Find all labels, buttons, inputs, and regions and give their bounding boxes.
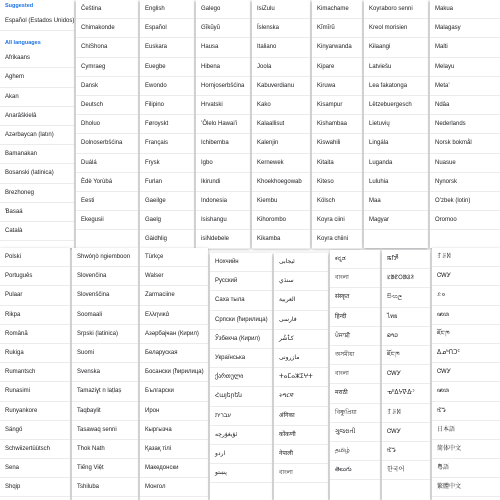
language-option[interactable]: Sängö	[0, 421, 70, 440]
language-option[interactable]: Lietuvių	[364, 115, 428, 134]
language-option[interactable]: کٲشُر	[274, 330, 328, 349]
language-option[interactable]: Саха тыла	[210, 291, 272, 310]
language-option[interactable]: ᏣᎳᎩ	[382, 423, 430, 442]
language-option[interactable]: Ndâa	[430, 96, 500, 115]
language-option[interactable]: Rukiga	[0, 344, 70, 363]
language-option[interactable]: Kiembu	[252, 192, 310, 211]
language-option[interactable]: ئۇيغۇرچە	[210, 426, 272, 445]
language-option[interactable]: Nynorsk	[430, 173, 500, 192]
language-option[interactable]: Koyraboro senni	[364, 0, 428, 19]
language-option[interactable]: Malagasy	[430, 19, 500, 38]
language-option[interactable]: ᐃᓄᒃᑎᑐᑦ	[432, 344, 500, 363]
language-option[interactable]: Slovenčina	[72, 267, 138, 286]
language-option[interactable]: বাংলা	[330, 269, 380, 288]
language-option[interactable]: अंगिका	[274, 407, 328, 426]
language-option[interactable]: Kitaita	[312, 154, 362, 173]
language-option[interactable]: Lëtzebuergesch	[364, 96, 428, 115]
language-column-8	[430, 0, 500, 248]
language-option[interactable]: Tiếng Việt	[72, 459, 138, 478]
language-option[interactable]: Gĩkũyũ	[196, 19, 250, 38]
language-option[interactable]: Kako	[252, 96, 310, 115]
language-option[interactable]: தமிழ்	[330, 442, 380, 461]
language-option[interactable]: IsiZulu	[252, 0, 310, 19]
language-option[interactable]: Akan	[0, 88, 74, 107]
language-option[interactable]: Kĩmĩrũ	[312, 19, 362, 38]
language-option[interactable]: Pulaar	[0, 286, 70, 305]
language-option[interactable]: Bosanski (latinica)	[0, 164, 74, 183]
language-option[interactable]: 粵語	[432, 459, 500, 478]
language-option[interactable]: ཇོང་ཁ	[432, 325, 500, 344]
language-option[interactable]: Duálá	[76, 154, 138, 173]
language-option[interactable]: Dholuo	[76, 115, 138, 134]
language-option[interactable]: Kabuverdianu	[252, 77, 310, 96]
language-option[interactable]: Maa	[364, 192, 428, 211]
language-option[interactable]: Frysk	[140, 154, 194, 173]
language-option[interactable]: कोंकणी	[274, 426, 328, 445]
language-option[interactable]: Kihorombo	[252, 211, 310, 230]
language-option[interactable]: Schwiizertüütsch	[0, 440, 70, 459]
language-option[interactable]: ไทย	[382, 308, 430, 327]
language-option[interactable]: Magyar	[364, 211, 428, 230]
language-option[interactable]: Српски (ћирилица)	[210, 311, 272, 330]
language-option[interactable]: Кыргызча	[140, 421, 208, 440]
language-option[interactable]: Luganda	[364, 154, 428, 173]
language-option[interactable]: ꦗꦮ	[432, 306, 500, 325]
language-option[interactable]: Ɓasaá	[0, 203, 74, 222]
language-option[interactable]: Ирон	[140, 402, 208, 421]
language-option[interactable]: नेपाली	[274, 445, 328, 464]
language-option[interactable]: 日本語	[432, 421, 500, 440]
language-option[interactable]: Kernewek	[252, 154, 310, 173]
language-option[interactable]: 简体中文	[432, 440, 500, 459]
language-option[interactable]: Aghem	[0, 68, 74, 87]
language-option[interactable]: Ελληνικά	[140, 306, 208, 325]
language-option[interactable]: Català	[0, 222, 74, 241]
language-option[interactable]: isiNdebele	[196, 230, 250, 249]
language-option[interactable]: Igbo	[196, 154, 250, 173]
language-option[interactable]: Русский	[210, 272, 272, 291]
language-option[interactable]: Kalaallisut	[252, 115, 310, 134]
language-column-14	[330, 250, 380, 500]
language-option[interactable]: Монгол	[140, 478, 208, 497]
language-option[interactable]: Azərbaycan (latın)	[0, 126, 74, 145]
language-option[interactable]: Қазақ тілі	[140, 440, 208, 459]
language-option[interactable]: Ewondo	[140, 77, 194, 96]
language-option[interactable]: Khoekhoegowab	[252, 173, 310, 192]
language-option[interactable]: Indonesia	[196, 192, 250, 211]
suggested-header: Suggested	[5, 3, 34, 9]
language-option[interactable]: Shqip	[0, 478, 70, 497]
language-option[interactable]: Koyra ciini	[312, 211, 362, 230]
language-option[interactable]: Melayu	[430, 58, 500, 77]
language-option[interactable]: Polski	[0, 248, 70, 267]
language-option[interactable]: Kipare	[312, 58, 362, 77]
language-option[interactable]: Українська	[210, 349, 272, 368]
language-option[interactable]: Soomaali	[72, 306, 138, 325]
language-option[interactable]: Latviešu	[364, 58, 428, 77]
language-option[interactable]: Hibena	[196, 58, 250, 77]
language-option[interactable]: Galego	[196, 0, 250, 19]
language-option[interactable]: ʻŌlelo Hawaiʻi	[196, 115, 250, 134]
language-option[interactable]: ᏣᎳᎩ	[382, 365, 430, 384]
language-option[interactable]: Ekegusii	[76, 211, 138, 230]
language-option[interactable]: Furlan	[140, 173, 194, 192]
language-option[interactable]: עברית	[210, 407, 272, 426]
language-option[interactable]: Eʋegbe	[140, 58, 194, 77]
language-option[interactable]: ⵜⴰⵎⴰⵣⵉⵖⵜ	[274, 368, 328, 387]
language-option[interactable]: ગુજરાતી	[330, 423, 380, 442]
language-option[interactable]: ChiShona	[76, 38, 138, 57]
language-option[interactable]: Tasawaq senni	[72, 421, 138, 440]
language-option[interactable]: Oʻzbek (lotin)	[430, 192, 500, 211]
language-option[interactable]: Walser	[140, 267, 208, 286]
language-option[interactable]: Íslenska	[252, 19, 310, 38]
language-option[interactable]: Joola	[252, 58, 310, 77]
language-option[interactable]: Ўзбекча (Кирил)	[210, 330, 272, 349]
language-option[interactable]: Kinyarwanda	[312, 38, 362, 57]
language-option[interactable]: Español (Estados Unidos)	[0, 12, 74, 31]
all-languages-header: All languages	[5, 40, 41, 47]
language-option[interactable]: Gaelg	[140, 211, 194, 230]
language-column-9	[0, 248, 70, 500]
language-option[interactable]: Deutsch	[76, 96, 138, 115]
language-option[interactable]: Հայերեն	[210, 387, 272, 406]
language-option[interactable]: Svenska	[72, 363, 138, 382]
language-option[interactable]: Kölsch	[312, 192, 362, 211]
language-option[interactable]: ᨅᨔ	[432, 286, 500, 305]
language-option[interactable]: Български	[140, 382, 208, 401]
language-option[interactable]: Isishangu	[196, 211, 250, 230]
language-option[interactable]: Taqbaylit	[72, 402, 138, 421]
language-option[interactable]: Hornjoserbšćina	[196, 77, 250, 96]
language-option[interactable]: ትግርኛ	[274, 387, 328, 406]
language-option[interactable]: Kiswahili	[312, 134, 362, 153]
language-option[interactable]: Português	[0, 267, 70, 286]
language-option[interactable]: Srpski (latinica)	[72, 325, 138, 344]
language-option[interactable]: ქართული	[210, 368, 272, 387]
language-option[interactable]: مازرونی	[274, 349, 328, 368]
language-option[interactable]: Afrikaans	[0, 49, 74, 68]
language-option[interactable]: ಕನ್ನಡ	[330, 250, 380, 269]
language-option[interactable]: Slovenščina	[72, 286, 138, 305]
language-column-3	[140, 0, 194, 248]
language-option[interactable]: Čeština	[76, 0, 138, 19]
language-option[interactable]: हिन्दी	[330, 308, 380, 327]
language-option[interactable]: Oromoo	[430, 211, 500, 230]
language-option[interactable]: ᓀᐦᐃᔭᐍᐏᐣ	[382, 384, 430, 403]
language-option[interactable]: Malti	[430, 38, 500, 57]
language-option[interactable]: Kreol morisien	[364, 19, 428, 38]
language-option[interactable]: اردو	[210, 445, 272, 464]
language-option[interactable]: Runasimi	[0, 382, 70, 401]
language-option[interactable]: Tamaziɣt n laṭlaṣ	[72, 382, 138, 401]
language-option[interactable]: Kiteso	[312, 173, 362, 192]
language-option[interactable]: ລາວ	[382, 327, 430, 346]
language-option[interactable]: Metaʼ	[430, 77, 500, 96]
language-column-7	[364, 0, 428, 248]
language-column-12	[210, 253, 272, 500]
language-option[interactable]: বিষ্ণুপ্রিয়া	[330, 404, 380, 423]
language-option[interactable]: Gaeilge	[140, 192, 194, 211]
language-column-2	[76, 0, 138, 248]
language-option[interactable]: मराठी	[330, 384, 380, 403]
language-option[interactable]: Nederlands	[430, 115, 500, 134]
language-option[interactable]: Ikirundi	[196, 173, 250, 192]
language-option[interactable]: Türkçe	[140, 248, 208, 267]
language-option[interactable]: Kikamba	[252, 230, 310, 249]
language-option[interactable]: Kisampur	[312, 96, 362, 115]
language-option[interactable]: Filipino	[140, 96, 194, 115]
language-option[interactable]: Euskara	[140, 38, 194, 57]
language-option[interactable]: Lea fakatonga	[364, 77, 428, 96]
language-option[interactable]: Rumantsch	[0, 363, 70, 382]
language-option[interactable]: Gàidhlig	[140, 230, 194, 249]
language-option[interactable]: Rikpa	[0, 306, 70, 325]
language-option[interactable]: Zarmaciine	[140, 286, 208, 305]
language-option[interactable]: 繁體中文	[432, 478, 500, 497]
language-option[interactable]: Makua	[430, 0, 500, 19]
language-option[interactable]: Lingála	[364, 134, 428, 153]
language-column-6	[312, 0, 362, 248]
language-option[interactable]: Bamanakan	[0, 145, 74, 164]
language-option[interactable]: Ichibemba	[196, 134, 250, 153]
language-option[interactable]: ꕙꔤ	[382, 442, 430, 461]
language-option[interactable]: Runyankore	[0, 402, 70, 421]
language-option[interactable]: Luluhia	[364, 173, 428, 192]
language-option[interactable]: ᏣᎳᎩ	[432, 267, 500, 286]
language-option[interactable]: বাংলা	[330, 365, 380, 384]
language-column-4	[196, 0, 250, 248]
language-option[interactable]: Cymraeg	[76, 58, 138, 77]
language-option[interactable]: 한국어	[382, 461, 430, 480]
language-option[interactable]: Føroyskt	[140, 115, 194, 134]
language-option[interactable]: Español	[140, 19, 194, 38]
language-column-16	[432, 248, 500, 500]
language-option[interactable]: Shwóŋò ngiemboon	[72, 248, 138, 267]
language-option[interactable]: ᱥᱟᱱᱛᱟᱲᱤ	[382, 269, 430, 288]
language-option[interactable]: Brezhoneg	[0, 184, 74, 203]
language-column-15	[382, 250, 430, 500]
language-option[interactable]: Hrvatski	[196, 96, 250, 115]
language-option[interactable]: Kalenjin	[252, 134, 310, 153]
language-option[interactable]: සිංහල	[382, 288, 430, 307]
language-option[interactable]: Беларуская	[140, 344, 208, 363]
language-option[interactable]: Kiruwa	[312, 77, 362, 96]
language-option[interactable]: বাংলা	[274, 464, 328, 483]
language-column-1	[0, 0, 74, 248]
language-option[interactable]: తెలుగు	[330, 461, 380, 480]
language-option[interactable]: Kishambaa	[312, 115, 362, 134]
language-option[interactable]: ꕙꔤ	[432, 402, 500, 421]
language-option[interactable]: Română	[0, 325, 70, 344]
language-option[interactable]: English	[140, 0, 194, 19]
language-option[interactable]: Èdè Yorùbá	[76, 173, 138, 192]
language-option[interactable]: संस्कृत	[330, 288, 380, 307]
language-option[interactable]: Suomi	[72, 344, 138, 363]
language-column-10	[72, 248, 138, 500]
language-option[interactable]: Kimachame	[312, 0, 362, 19]
language-option[interactable]: Français	[140, 134, 194, 153]
language-option[interactable]: Norsk bokmål	[430, 134, 500, 153]
language-option[interactable]: Eesti	[76, 192, 138, 211]
language-option[interactable]: فارسی	[274, 311, 328, 330]
language-option[interactable]: پښتو	[210, 464, 272, 483]
language-option[interactable]: Italiano	[252, 38, 310, 57]
language-column-11	[140, 248, 208, 500]
language-option[interactable]: سنڌي	[274, 272, 328, 291]
language-option[interactable]: Anarâškielâ	[0, 107, 74, 126]
language-option[interactable]: ཇོང་ཁ	[382, 346, 430, 365]
language-option[interactable]: Азәрбајҹан (Кирил)	[140, 325, 208, 344]
language-option[interactable]: Dansk	[76, 77, 138, 96]
language-option[interactable]: ꆈꌠꉙ	[432, 248, 500, 267]
language-option[interactable]: ꦗꦮ	[432, 382, 500, 401]
language-option[interactable]: العربية	[274, 291, 328, 310]
language-option[interactable]: Hausa	[196, 38, 250, 57]
language-option[interactable]: ꯃꯤꯇꯩ	[382, 250, 430, 269]
language-option[interactable]: Chimakonde	[76, 19, 138, 38]
language-option[interactable]: ਪੰਜਾਬੀ	[330, 327, 380, 346]
language-option[interactable]: Босански (ћирилица)	[140, 363, 208, 382]
language-option[interactable]: Dolnoserbšćina	[76, 134, 138, 153]
language-option[interactable]: Македонски	[140, 459, 208, 478]
language-option[interactable]: Nuasue	[430, 154, 500, 173]
language-option[interactable]: Kɨlaangi	[364, 38, 428, 57]
language-option[interactable]: Thok Nath	[72, 440, 138, 459]
language-option[interactable]: ᏣᎳᎩ	[432, 363, 500, 382]
language-option[interactable]: Sena	[0, 459, 70, 478]
language-column-5	[252, 0, 310, 248]
language-option[interactable]: ئیجابی	[274, 253, 328, 272]
language-option[interactable]: Koyra chiini	[312, 230, 362, 249]
language-option[interactable]: ꆈꌠꉙ	[382, 404, 430, 423]
language-option[interactable]: Нохчийн	[210, 253, 272, 272]
language-option[interactable]: Tshiluba	[72, 478, 138, 497]
language-column-13	[274, 253, 328, 500]
language-option[interactable]: অসমীয়া	[330, 346, 380, 365]
